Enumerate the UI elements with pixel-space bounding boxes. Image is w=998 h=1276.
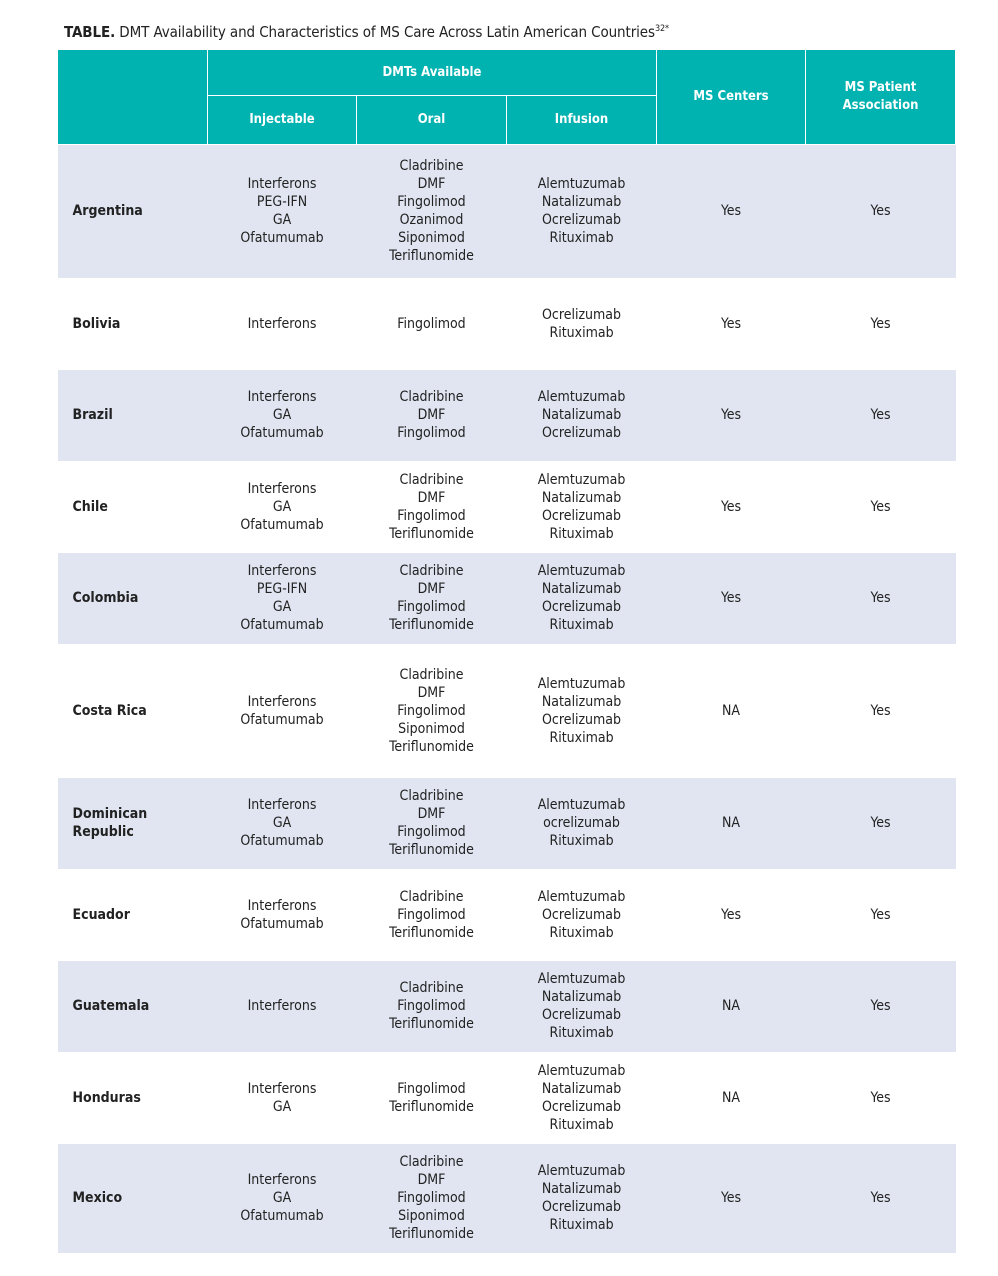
ms-patient-association-cell: Yes (806, 644, 956, 778)
ms-centers-cell: NA (657, 961, 806, 1052)
drug-name: Fingolimod (397, 315, 466, 332)
drug-name: Alemtuzumab (537, 971, 626, 987)
country-cell (58, 370, 208, 461)
drug-name: Cladribine (399, 389, 464, 405)
drug-name: Natalizumab (541, 489, 622, 506)
drug-name: Fingolimod (397, 194, 466, 211)
drug-name: Cladribine (399, 888, 464, 905)
oral-cell (357, 1144, 507, 1253)
caption-lead: TABLE. (64, 23, 116, 41)
header-injectable: Injectable (208, 96, 357, 145)
country-name: Guatemala (72, 998, 150, 1014)
infusion-cell (507, 278, 657, 370)
ms-patient-association-cell: Yes (806, 869, 956, 961)
oral-cell (357, 1052, 507, 1144)
drug-name: Ofatumumab (240, 833, 324, 849)
ms-centers-cell: Yes (657, 869, 806, 961)
infusion-cell (507, 370, 657, 461)
drug-name: Alemtuzumab (537, 888, 626, 905)
drug-name: Alemtuzumab (537, 389, 626, 405)
country-cell (58, 553, 208, 644)
drug-name: Ocrelizumab (541, 711, 622, 728)
drug-name: Rituximab (549, 1217, 614, 1233)
drug-name: Interferons (247, 693, 317, 710)
table-row (58, 553, 956, 644)
injectable-cell (208, 145, 357, 278)
drug-name: Alemtuzumab (537, 471, 626, 488)
drug-name: Cladribine (399, 666, 464, 683)
ms-patient-association-cell: Yes (806, 370, 956, 461)
drug-name: Ocrelizumab (541, 599, 622, 615)
oral-cell (357, 145, 507, 278)
drug-name: Alemtuzumab (537, 797, 626, 813)
drug-name: DMF (417, 806, 446, 822)
drug-name: Alemtuzumab (537, 176, 626, 193)
table-row (58, 278, 956, 370)
country-cell (58, 644, 208, 778)
country-cell (58, 145, 208, 278)
ms-centers-cell: Yes (657, 461, 806, 553)
drug-name: Fingolimod (397, 425, 466, 441)
drug-name: Rituximab (549, 230, 614, 247)
drug-name: Interferons (247, 315, 317, 332)
drug-name: Interferons (247, 563, 317, 579)
drug-name: Fingolimod (397, 1080, 466, 1097)
country-cell (58, 1144, 208, 1253)
country-name: Brazil (72, 407, 113, 423)
dmt-table (57, 49, 956, 1253)
drug-name: Fingolimod (397, 507, 466, 524)
oral-cell (357, 278, 507, 370)
country-name: Dominican (72, 806, 148, 822)
table-row (58, 778, 956, 869)
caption-text: DMT Availability and Characteristics of MS Care Across Latin American Countries (115, 23, 655, 41)
ms-centers-cell: NA (657, 1052, 806, 1144)
table-row (58, 1052, 956, 1144)
country-name: Honduras (72, 1089, 141, 1106)
ms-centers-cell: Yes (657, 278, 806, 370)
header-country-blank (58, 50, 208, 145)
drug-name: Interferons (247, 897, 317, 914)
table-row (58, 961, 956, 1052)
drug-name: Fingolimod (397, 702, 466, 719)
drug-name: Ocrelizumab (541, 1098, 622, 1115)
drug-name: Alemtuzumab (537, 1163, 626, 1179)
drug-name: Alemtuzumab (537, 563, 626, 579)
country-cell (58, 1052, 208, 1144)
oral-cell (357, 869, 507, 961)
drug-name: Ofatumumab (240, 1208, 324, 1224)
drug-name: GA (272, 1190, 292, 1206)
injectable-cell (208, 461, 357, 553)
drug-name: Ofatumumab (240, 711, 324, 728)
ms-patient-association-cell: Yes (806, 961, 956, 1052)
drug-name: Teriflunomide (389, 924, 474, 941)
drug-name: Natalizumab (541, 407, 622, 423)
drug-name: Siponimod (398, 230, 465, 247)
drug-name: Natalizumab (541, 1080, 622, 1097)
table-row (58, 370, 956, 461)
country-name: Costa Rica (72, 702, 147, 719)
ms-patient-association-cell: Yes (806, 553, 956, 644)
table-row (58, 1144, 956, 1253)
drug-name: Teriflunomide (389, 525, 474, 542)
drug-name: PEG-IFN (256, 581, 308, 597)
drug-name: Siponimod (398, 1208, 465, 1224)
ms-centers-cell: Yes (657, 370, 806, 461)
drug-name: Rituximab (549, 1116, 614, 1133)
infusion-cell (507, 961, 657, 1052)
drug-name: Siponimod (398, 720, 465, 737)
caption-refs: 32* (654, 24, 669, 34)
country-name: Ecuador (72, 906, 130, 923)
country-name: Argentina (72, 203, 143, 220)
ms-centers-cell: Yes (657, 145, 806, 278)
ms-patient-association-cell: Yes (806, 1052, 956, 1144)
header-ms-patient-association-line: Association (842, 98, 919, 113)
infusion-cell (507, 869, 657, 961)
drug-name: Natalizumab (541, 581, 622, 597)
drug-name: GA (272, 599, 292, 615)
drug-name: Alemtuzumab (537, 1062, 626, 1079)
drug-name: GA (272, 212, 292, 229)
injectable-cell (208, 869, 357, 961)
drug-name: Rituximab (549, 1025, 614, 1041)
drug-name: Fingolimod (397, 998, 466, 1014)
drug-name: Interferons (247, 1172, 317, 1188)
drug-name: Ocrelizumab (541, 1007, 622, 1023)
ms-patient-association-cell: Yes (806, 1144, 956, 1253)
drug-name: Teriflunomide (389, 1016, 474, 1032)
drug-name: Ocrelizumab (541, 906, 622, 923)
drug-name: Fingolimod (397, 824, 466, 840)
ms-patient-association-cell: Yes (806, 278, 956, 370)
drug-name: Ofatumumab (240, 425, 324, 441)
country-name: Chile (72, 498, 108, 515)
drug-name: GA (272, 1098, 292, 1115)
injectable-cell (208, 961, 357, 1052)
country-cell (58, 961, 208, 1052)
drug-name: DMF (417, 489, 446, 506)
drug-name: Fingolimod (397, 1190, 466, 1206)
drug-name: GA (272, 498, 292, 515)
infusion-cell (507, 1052, 657, 1144)
drug-name: Ocrelizumab (541, 425, 622, 441)
drug-name: Cladribine (399, 563, 464, 579)
drug-name: Natalizumab (541, 989, 622, 1005)
header-oral: Oral (357, 96, 507, 145)
drug-name: Cladribine (399, 471, 464, 488)
drug-name: Teriflunomide (389, 617, 474, 633)
drug-name: Teriflunomide (389, 248, 474, 265)
drug-name: Ozanimod (399, 212, 464, 229)
header-infusion: Infusion (507, 96, 657, 145)
oral-cell (357, 370, 507, 461)
country-name: Mexico (72, 1190, 123, 1206)
injectable-cell (208, 370, 357, 461)
drug-name: Teriflunomide (389, 1098, 474, 1115)
drug-name: Ocrelizumab (541, 1199, 622, 1215)
injectable-cell (208, 778, 357, 869)
header-ms-patient-association (806, 50, 956, 145)
country-name: Republic (72, 824, 134, 840)
drug-name: Alemtuzumab (537, 675, 626, 692)
drug-name: Interferons (247, 797, 317, 813)
infusion-cell (507, 145, 657, 278)
drug-name: Teriflunomide (389, 738, 474, 755)
drug-name: DMF (417, 1172, 446, 1188)
drug-name: DMF (417, 581, 446, 597)
table-header (58, 50, 956, 145)
drug-name: Interferons (247, 998, 317, 1014)
drug-name: GA (272, 815, 292, 831)
injectable-cell (208, 278, 357, 370)
drug-name: Natalizumab (541, 693, 622, 710)
drug-name: Teriflunomide (389, 842, 474, 858)
drug-name: DMF (417, 176, 446, 193)
country-cell (58, 778, 208, 869)
ms-centers-cell: NA (657, 778, 806, 869)
ms-patient-association-cell: Yes (806, 778, 956, 869)
country-cell (58, 869, 208, 961)
drug-name: Ofatumumab (240, 516, 324, 533)
injectable-cell (208, 1052, 357, 1144)
drug-name: Natalizumab (541, 1181, 622, 1197)
table-body (58, 145, 956, 1253)
drug-name: Ofatumumab (240, 915, 324, 932)
oral-cell (357, 961, 507, 1052)
drug-name: Ocrelizumab (541, 212, 622, 229)
infusion-cell (507, 644, 657, 778)
drug-name: Ofatumumab (240, 230, 324, 247)
oral-cell (357, 461, 507, 553)
drug-name: Rituximab (549, 729, 614, 746)
drug-name: Ocrelizumab (541, 306, 622, 323)
country-name: Bolivia (72, 315, 121, 332)
drug-name: Ocrelizumab (541, 507, 622, 524)
drug-name: Fingolimod (397, 906, 466, 923)
drug-name: PEG-IFN (256, 194, 308, 211)
drug-name: Teriflunomide (389, 1226, 474, 1242)
drug-name: DMF (417, 407, 446, 423)
drug-name: Ofatumumab (240, 617, 324, 633)
drug-name: GA (272, 407, 292, 423)
injectable-cell (208, 1144, 357, 1253)
drug-name: DMF (417, 684, 446, 701)
drug-name: Rituximab (549, 833, 614, 849)
oral-cell (357, 778, 507, 869)
table-row (58, 869, 956, 961)
ms-patient-association-cell: Yes (806, 461, 956, 553)
header-dmts-available: DMTs Available (208, 50, 657, 96)
drug-name: Interferons (247, 1080, 317, 1097)
ms-patient-association-cell: Yes (806, 145, 956, 278)
infusion-cell (507, 778, 657, 869)
country-cell (58, 278, 208, 370)
country-name: Colombia (72, 590, 139, 606)
ms-centers-cell: NA (657, 644, 806, 778)
ms-centers-cell: Yes (657, 1144, 806, 1253)
drug-name: Cladribine (399, 788, 464, 804)
infusion-cell (507, 1144, 657, 1253)
drug-name: ocrelizumab (543, 815, 620, 831)
drug-name: Cladribine (399, 980, 464, 996)
drug-name: Rituximab (549, 924, 614, 941)
country-cell (58, 461, 208, 553)
ms-centers-cell: Yes (657, 553, 806, 644)
oral-cell (357, 644, 507, 778)
drug-name: Interferons (247, 176, 317, 193)
drug-name: Rituximab (549, 525, 614, 542)
table-row (58, 461, 956, 553)
infusion-cell (507, 553, 657, 644)
drug-name: Fingolimod (397, 599, 466, 615)
drug-name: Rituximab (549, 617, 614, 633)
table-row (58, 644, 956, 778)
infusion-cell (507, 461, 657, 553)
drug-name: Rituximab (549, 324, 614, 341)
table-caption (64, 23, 669, 41)
table-row (58, 145, 956, 278)
drug-name: Natalizumab (541, 194, 622, 211)
oral-cell (357, 553, 507, 644)
header-ms-centers: MS Centers (657, 50, 806, 145)
injectable-cell (208, 553, 357, 644)
header-ms-patient-association-line: MS Patient (844, 80, 917, 95)
drug-name: Cladribine (399, 1154, 464, 1170)
drug-name: Interferons (247, 389, 317, 405)
drug-name: Interferons (247, 480, 317, 497)
injectable-cell (208, 644, 357, 778)
drug-name: Cladribine (399, 158, 464, 175)
